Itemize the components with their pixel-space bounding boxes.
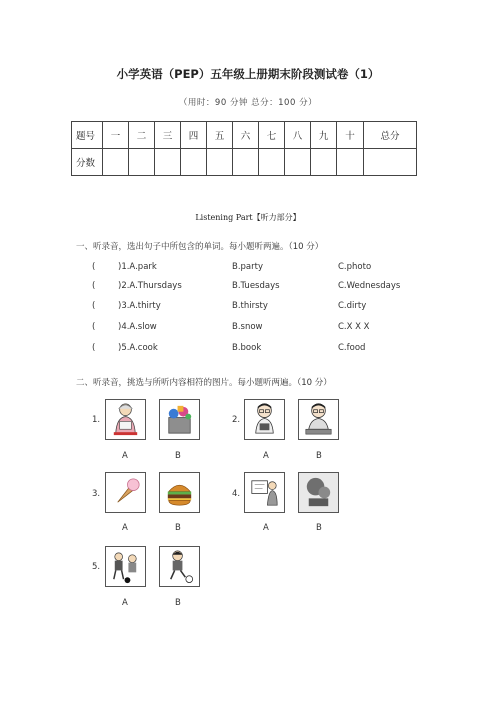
item2-picture-a[interactable] xyxy=(244,399,285,440)
score-table xyxy=(71,121,417,176)
item1-label-a: A xyxy=(122,451,128,461)
kids-playing-icon xyxy=(106,547,145,586)
ice-cream-icon xyxy=(106,473,145,512)
score-table-cell: 四 xyxy=(181,122,207,149)
q1-option-c: C.photo xyxy=(338,262,372,272)
answer-paren[interactable]: ( xyxy=(92,343,96,353)
score-input-cell[interactable] xyxy=(103,149,129,176)
q3-option-a: )3.A.thirty xyxy=(118,301,161,311)
q1-option-b: B.party xyxy=(232,262,263,272)
item5-label-a: A xyxy=(122,598,128,608)
page-title: 小学英语（PEP）五年级上册期末阶段测试卷（1） xyxy=(116,67,380,81)
score-table-cell: 七 xyxy=(259,122,285,149)
teacher-board-icon xyxy=(245,473,284,512)
score-table-header-row xyxy=(72,122,417,149)
item4-label-b: B xyxy=(316,523,322,533)
q4-option-a: )4.A.slow xyxy=(118,322,157,332)
grandma-reading-icon xyxy=(106,400,145,439)
score-table-cell: 二 xyxy=(129,122,155,149)
q2-option-a: )2.A.Thursdays xyxy=(118,281,182,291)
q3-option-b: B.thirsty xyxy=(232,301,268,311)
item1-number: 1. xyxy=(92,415,101,425)
item2-label-b: B xyxy=(316,451,322,461)
score-table-score-row xyxy=(72,149,417,176)
item3-picture-a[interactable] xyxy=(105,472,146,513)
score-input-cell[interactable] xyxy=(155,149,181,176)
item5-picture-a[interactable] xyxy=(105,546,146,587)
item1-label-b: B xyxy=(175,451,181,461)
answer-paren[interactable]: ( xyxy=(92,301,96,311)
q2-option-b: B.Tuesdays xyxy=(232,281,280,291)
score-table-cell: 总分 xyxy=(364,122,417,149)
answer-paren[interactable]: ( xyxy=(92,281,96,291)
score-input-cell[interactable] xyxy=(311,149,337,176)
score-input-cell[interactable] xyxy=(285,149,311,176)
boy-football-icon xyxy=(160,547,199,586)
q5-option-c: C.food xyxy=(338,343,366,353)
boy-writing-icon xyxy=(299,400,338,439)
q4-option-b: B.snow xyxy=(232,322,263,332)
item2-label-a: A xyxy=(263,451,269,461)
score-input-cell[interactable] xyxy=(207,149,233,176)
cooking-person-icon xyxy=(299,473,338,512)
score-input-cell[interactable] xyxy=(337,149,364,176)
score-table-cell: 九 xyxy=(311,122,337,149)
item2-picture-b[interactable] xyxy=(298,399,339,440)
item4-number: 4. xyxy=(232,489,241,499)
item3-label-b: B xyxy=(175,523,181,533)
score-input-cell[interactable] xyxy=(259,149,285,176)
item1-picture-b[interactable] xyxy=(159,399,200,440)
score-input-cell[interactable] xyxy=(129,149,155,176)
score-table-cell: 题号 xyxy=(72,122,103,149)
score-input-cell[interactable] xyxy=(181,149,207,176)
q4-option-c: C.X X X xyxy=(338,322,370,332)
item2-number: 2. xyxy=(232,415,241,425)
score-table-cell: 八 xyxy=(285,122,311,149)
time-score-note: （用时：90 分钟 总分：100 分） xyxy=(178,98,318,108)
item5-picture-b[interactable] xyxy=(159,546,200,587)
toy-bin-icon xyxy=(160,400,199,439)
listening-part-title: Listening Part【听力部分】 xyxy=(195,213,301,222)
item3-number: 3. xyxy=(92,489,101,499)
score-table-cell: 三 xyxy=(155,122,181,149)
score-table-cell: 十 xyxy=(337,122,364,149)
q3-option-c: C.dirty xyxy=(338,301,367,311)
answer-paren[interactable]: ( xyxy=(92,262,96,272)
q2-option-c: C.Wednesdays xyxy=(338,281,401,291)
score-table-cell: 五 xyxy=(207,122,233,149)
item4-picture-b[interactable] xyxy=(298,472,339,513)
score-input-cell[interactable] xyxy=(233,149,259,176)
q5-option-a: )5.A.cook xyxy=(118,343,158,353)
item5-number: 5. xyxy=(92,562,101,572)
item3-label-a: A xyxy=(122,523,128,533)
answer-paren[interactable]: ( xyxy=(92,322,96,332)
section2-heading: 二、听录音，挑选与所听内容相符的图片。每小题听两遍。（10 分） xyxy=(76,378,332,388)
boy-reading-icon xyxy=(245,400,284,439)
score-row-label: 分数 xyxy=(72,149,103,176)
score-input-cell[interactable] xyxy=(364,149,417,176)
q5-option-b: B.book xyxy=(232,343,262,353)
item4-label-a: A xyxy=(263,523,269,533)
item5-label-b: B xyxy=(175,598,181,608)
section1-heading: 一、听录音，选出句子中所包含的单词。每小题听两遍。（10 分） xyxy=(76,242,324,252)
score-table-cell: 六 xyxy=(233,122,259,149)
hamburger-icon xyxy=(160,473,199,512)
item3-picture-b[interactable] xyxy=(159,472,200,513)
item1-picture-a[interactable] xyxy=(105,399,146,440)
score-table-cell: 一 xyxy=(103,122,129,149)
item4-picture-a[interactable] xyxy=(244,472,285,513)
q1-option-a: )1.A.park xyxy=(118,262,157,272)
